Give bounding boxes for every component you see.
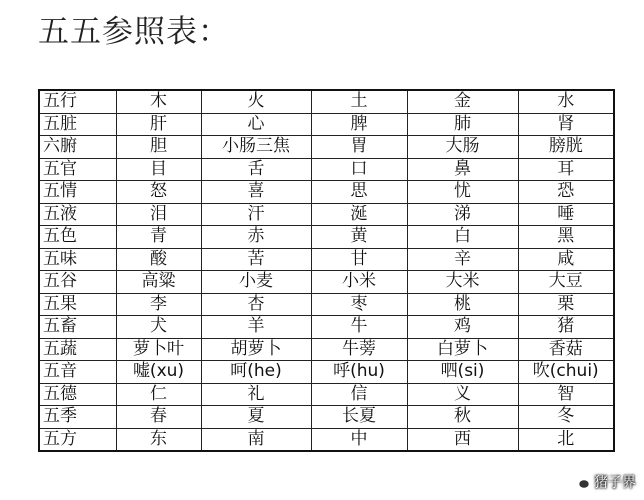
- table-cell: 白萝卜: [407, 338, 518, 361]
- row-label: 五畜: [39, 316, 116, 339]
- row-label: 五味: [39, 248, 116, 271]
- table-cell: 心: [201, 113, 311, 136]
- table-cell: 怒: [116, 181, 201, 204]
- table-cell: 水: [518, 90, 614, 113]
- table-cell: 汗: [201, 203, 311, 226]
- table-cell: 思: [311, 181, 407, 204]
- watermark-text: 猪子界: [594, 475, 636, 491]
- wechat-icon: [571, 474, 591, 491]
- table-row: [39, 293, 614, 316]
- table-row: [39, 248, 614, 271]
- table-cell: 肺: [407, 113, 518, 136]
- table-cell: 喜: [201, 181, 311, 204]
- table-cell: 西: [407, 428, 518, 451]
- table-cell: 萝卜叶: [116, 338, 201, 361]
- row-label: 五德: [39, 383, 116, 406]
- table-cell: 涕: [407, 203, 518, 226]
- table-cell: 青: [116, 226, 201, 249]
- table-cell: 大米: [407, 271, 518, 294]
- table-cell: 高粱: [116, 271, 201, 294]
- table-row: [39, 181, 614, 204]
- table-cell: 恐: [518, 181, 614, 204]
- row-label: 五官: [39, 158, 116, 181]
- table-cell: 嘘(xu): [116, 361, 201, 384]
- watermark: [571, 472, 636, 492]
- reference-table: [38, 89, 615, 452]
- table-cell: 肝: [116, 113, 201, 136]
- row-label: 五蔬: [39, 338, 116, 361]
- table-cell: 甘: [311, 248, 407, 271]
- row-label: 五行: [39, 90, 116, 113]
- table-cell: 辛: [407, 248, 518, 271]
- table-row: [39, 203, 614, 226]
- table-cell: 白: [407, 226, 518, 249]
- table-cell: 呼(hu): [311, 361, 407, 384]
- table-cell: 香菇: [518, 338, 614, 361]
- table-cell: 胡萝卜: [201, 338, 311, 361]
- table-body: [39, 90, 614, 451]
- table-row: [39, 383, 614, 406]
- row-label: 五方: [39, 428, 116, 451]
- table-cell: 羊: [201, 316, 311, 339]
- table-cell: 肾: [518, 113, 614, 136]
- table-cell: 苦: [201, 248, 311, 271]
- table-cell: 大肠: [407, 136, 518, 159]
- table-cell: 涎: [311, 203, 407, 226]
- table-cell: 金: [407, 90, 518, 113]
- table-cell: 土: [311, 90, 407, 113]
- table-row: [39, 226, 614, 249]
- table-row: [39, 338, 614, 361]
- row-label: 五谷: [39, 271, 116, 294]
- row-label: 五果: [39, 293, 116, 316]
- table-cell: 吹(chui): [518, 361, 614, 384]
- table-cell: 南: [201, 428, 311, 451]
- table-cell: 木: [116, 90, 201, 113]
- row-label: 五情: [39, 181, 116, 204]
- table-cell: 赤: [201, 226, 311, 249]
- table-cell: 小麦: [201, 271, 311, 294]
- table-cell: 仁: [116, 383, 201, 406]
- table-cell: 鸡: [407, 316, 518, 339]
- table-cell: 牛: [311, 316, 407, 339]
- table-cell: 猪: [518, 316, 614, 339]
- table-cell: 胃: [311, 136, 407, 159]
- table-cell: 礼: [201, 383, 311, 406]
- table-row: [39, 90, 614, 113]
- table-row: [39, 136, 614, 159]
- table-cell: 忧: [407, 181, 518, 204]
- table-cell: 膀胱: [518, 136, 614, 159]
- table-cell: 杏: [201, 293, 311, 316]
- page-title: 五五参照表：: [38, 14, 230, 50]
- table-cell: 胆: [116, 136, 201, 159]
- table-cell: 酸: [116, 248, 201, 271]
- table-cell: 舌: [201, 158, 311, 181]
- table-cell: 咸: [518, 248, 614, 271]
- table-cell: 黄: [311, 226, 407, 249]
- table-cell: 牛蒡: [311, 338, 407, 361]
- table-cell: 口: [311, 158, 407, 181]
- table-cell: 泪: [116, 203, 201, 226]
- table-cell: 鼻: [407, 158, 518, 181]
- table-cell: 长夏: [311, 406, 407, 429]
- table-cell: 桃: [407, 293, 518, 316]
- table-cell: 李: [116, 293, 201, 316]
- table-cell: 脾: [311, 113, 407, 136]
- table-row: [39, 113, 614, 136]
- table-cell: 小肠三焦: [201, 136, 311, 159]
- table-cell: 栗: [518, 293, 614, 316]
- table-cell: 火: [201, 90, 311, 113]
- table-row: [39, 316, 614, 339]
- table-cell: 枣: [311, 293, 407, 316]
- table-cell: 夏: [201, 406, 311, 429]
- table-row: [39, 406, 614, 429]
- table-cell: 北: [518, 428, 614, 451]
- table-cell: 耳: [518, 158, 614, 181]
- table-cell: 中: [311, 428, 407, 451]
- row-label: 五色: [39, 226, 116, 249]
- table-cell: 智: [518, 383, 614, 406]
- row-label: 五音: [39, 361, 116, 384]
- table-cell: 秋: [407, 406, 518, 429]
- table-row: [39, 428, 614, 451]
- row-label: 五季: [39, 406, 116, 429]
- table-cell: 冬: [518, 406, 614, 429]
- table-cell: 目: [116, 158, 201, 181]
- table-cell: 唾: [518, 203, 614, 226]
- table-row: [39, 361, 614, 384]
- table-cell: 大豆: [518, 271, 614, 294]
- table-cell: 东: [116, 428, 201, 451]
- table-row: [39, 158, 614, 181]
- table-cell: 黑: [518, 226, 614, 249]
- table-cell: 信: [311, 383, 407, 406]
- row-label: 五液: [39, 203, 116, 226]
- table-cell: 春: [116, 406, 201, 429]
- table-cell: 呬(si): [407, 361, 518, 384]
- row-label: 六腑: [39, 136, 116, 159]
- table-cell: 呵(he): [201, 361, 311, 384]
- table-cell: 犬: [116, 316, 201, 339]
- table-cell: 义: [407, 383, 518, 406]
- row-label: 五脏: [39, 113, 116, 136]
- table-row: [39, 271, 614, 294]
- table-cell: 小米: [311, 271, 407, 294]
